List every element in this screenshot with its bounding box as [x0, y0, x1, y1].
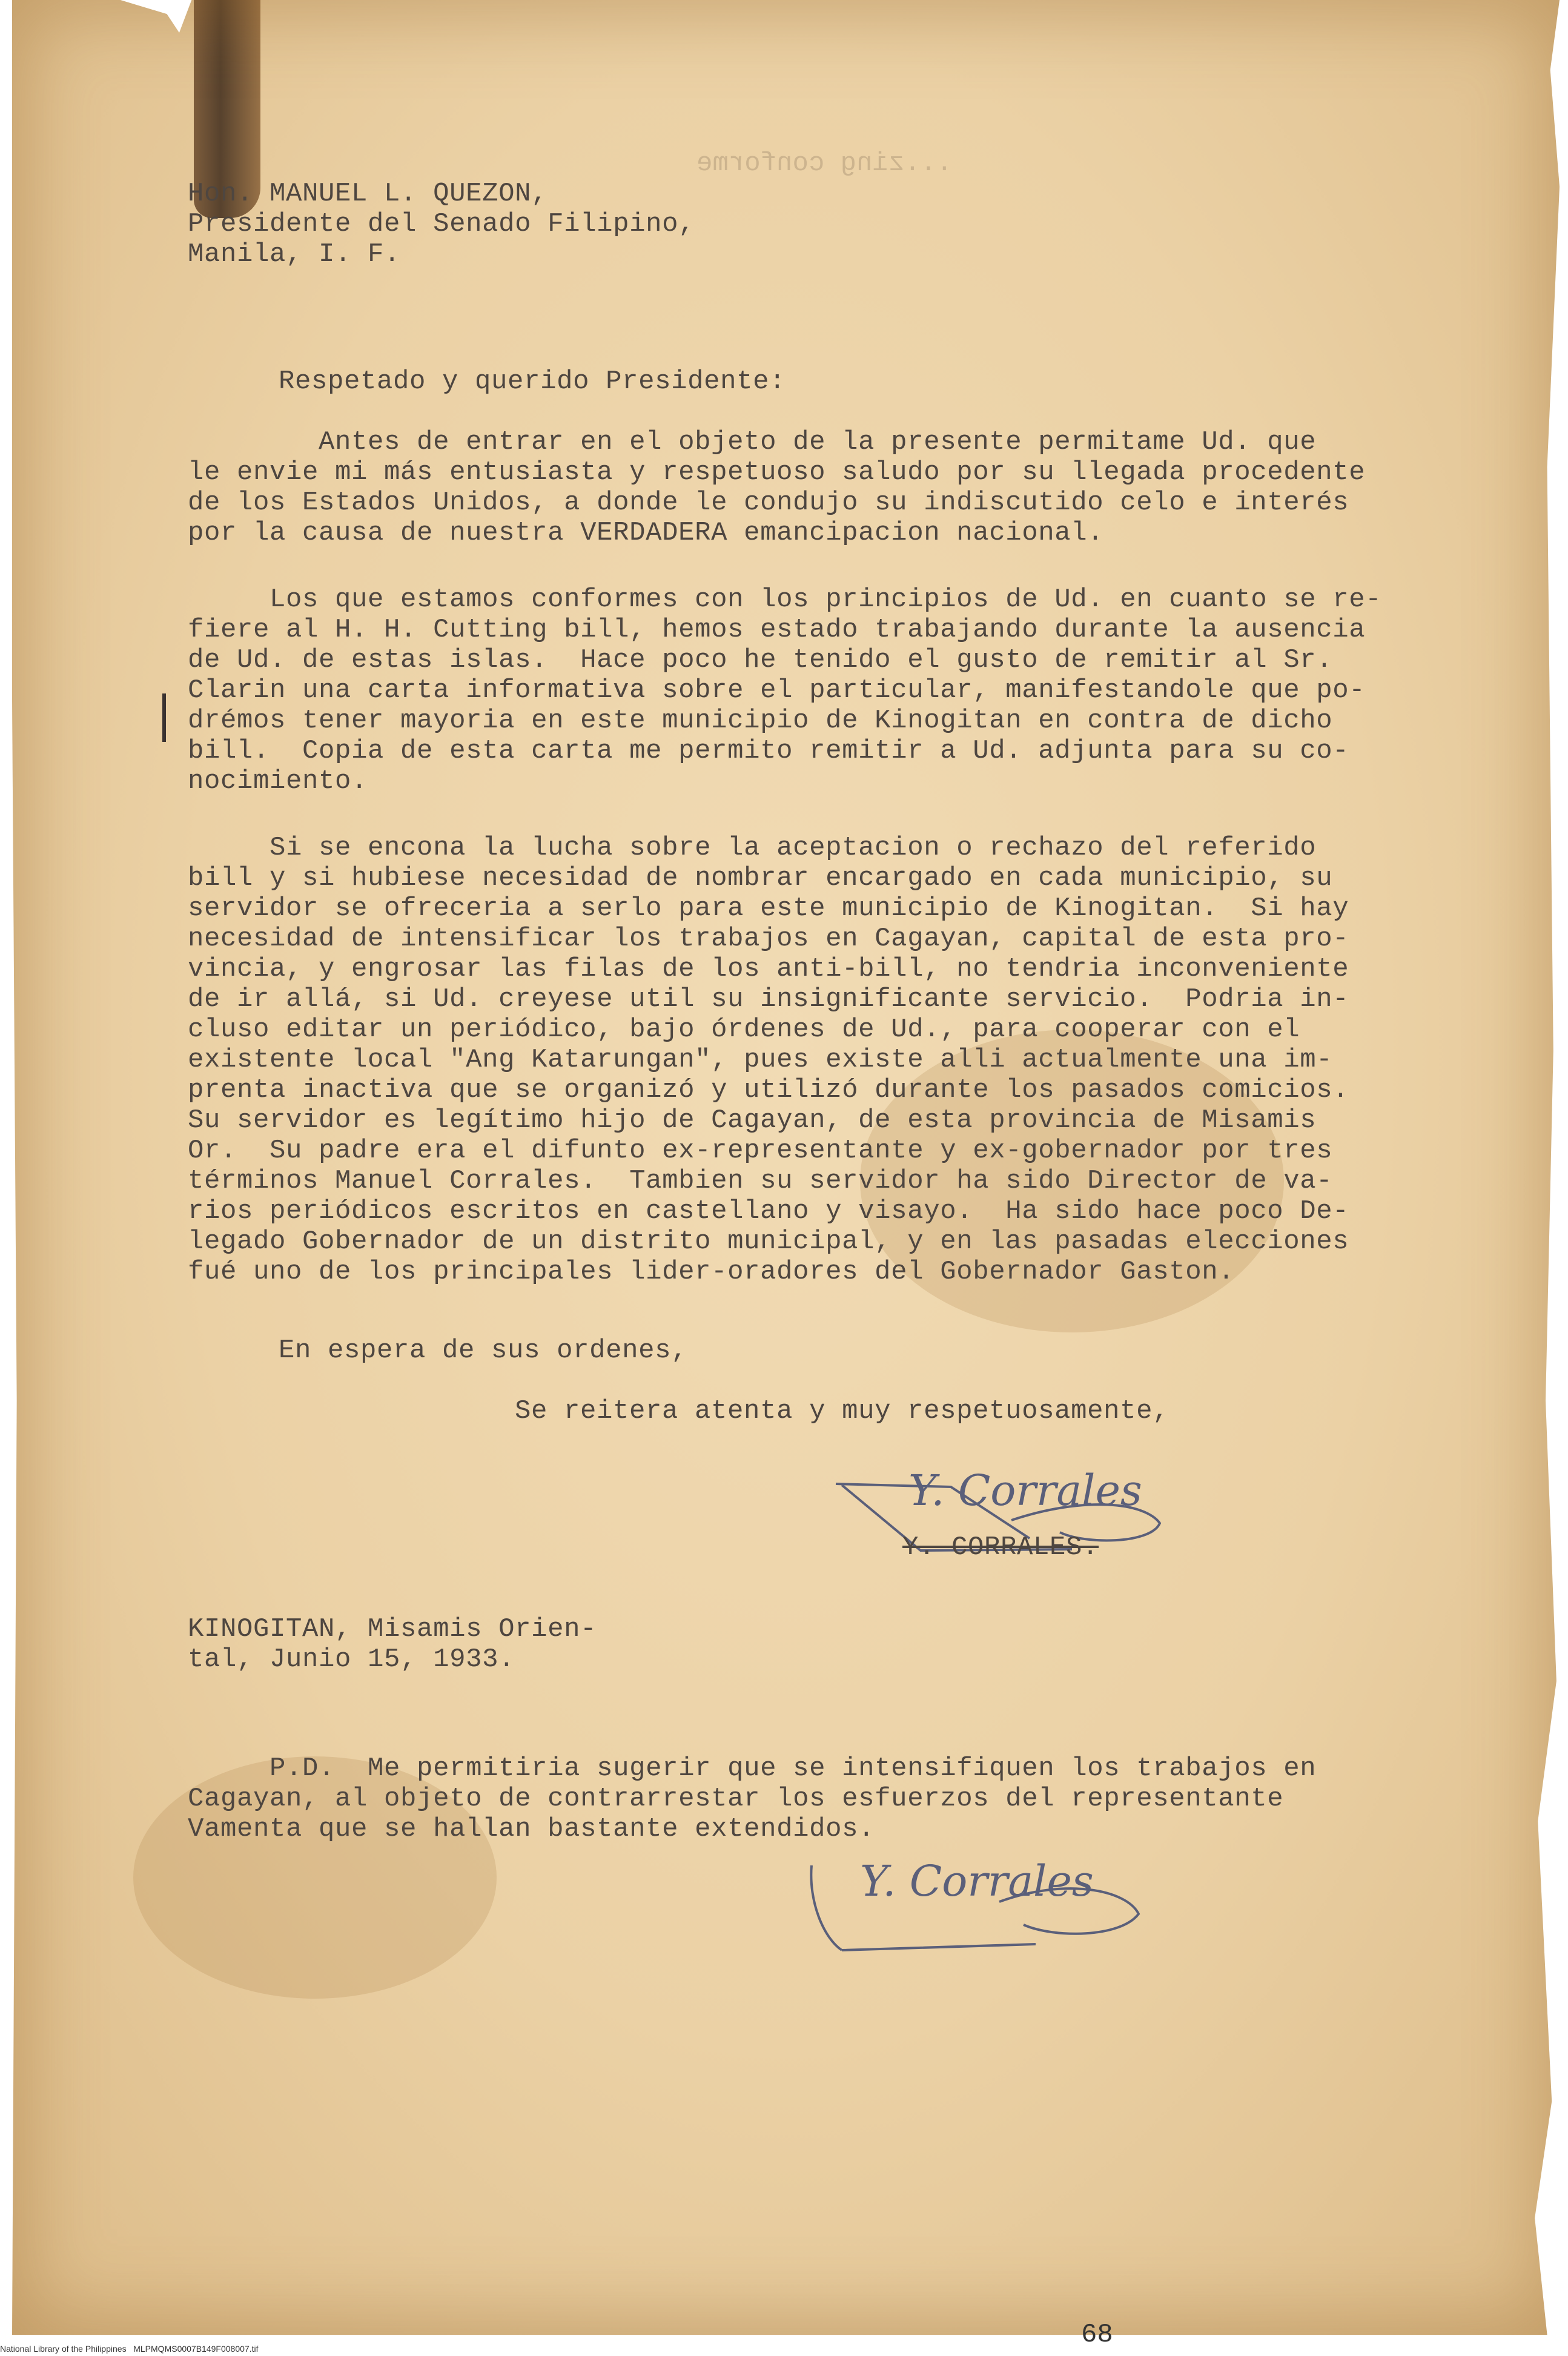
text-line: Vamenta que se hallan bastante extendidos. — [188, 1814, 875, 1844]
place-date-line: tal, Junio 15, 1933. — [188, 1644, 515, 1675]
place-date-line: KINOGITAN, Misamis Orien- — [188, 1614, 597, 1644]
text-line: términos Manuel Corrales. Tambien su servidor ha sido Director de va- — [188, 1166, 1333, 1196]
text-line: Antes de entrar en el objeto de la presente permitame Ud. que — [188, 427, 1317, 457]
text-line: por la causa de nuestra VERDADERA emancipacion nacional. — [188, 518, 1104, 548]
text-line: Or. Su padre era el difunto ex-representante y ex-gobernador por tres — [188, 1136, 1333, 1166]
text-line: fué uno de los principales lider-oradores del Gobernador Gaston. — [188, 1257, 1235, 1287]
text-line: existente local "Ang Katarungan", pues existe alli actualmente una im- — [188, 1045, 1333, 1075]
closing-line: En espera de sus ordenes, — [279, 1335, 688, 1366]
text-line: Su servidor es legítimo hijo de Cagayan, de esta provincia de Misamis — [188, 1105, 1317, 1136]
text-line: drémos tener mayoria en este municipio de Kinogitan en contra de dicho — [188, 706, 1333, 736]
bleed-through-text: ...zing conforme — [696, 148, 953, 179]
text-line: legado Gobernador de un distrito municipal, y en las pasadas elecciones — [188, 1226, 1349, 1257]
salutation: Respetado y querido Presidente: — [279, 366, 786, 397]
text-line: bill. Copia de esta carta me permito remitir a Ud. adjunta para su co- — [188, 736, 1349, 766]
margin-mark — [162, 693, 166, 742]
text-line: cluso editar un periódico, bajo órdenes de Ud., para cooperar con el — [188, 1014, 1300, 1045]
archive-footer: National Library of the Philippines MLPMQMS0007B149F008007.tif — [0, 2344, 259, 2354]
text-line: de Ud. de estas islas. Hace poco he tenido el gusto de remitir al Sr. — [188, 645, 1333, 675]
text-line: prenta inactiva que se organizó y utilizó durante los pasados comicios. — [188, 1075, 1349, 1105]
typed-signature: Y. CORRALES. — [902, 1532, 1099, 1563]
text-line: bill y si hubiese necesidad de nombrar encargado en cada municipio, su — [188, 863, 1333, 893]
text-line: Cagayan, al objeto de contrarrestar los esfuerzos del representante — [188, 1784, 1284, 1814]
text-line: vincia, y engrosar las filas de los anti-bill, no tendria inconveniente — [188, 954, 1349, 984]
text-line: de los Estados Unidos, a donde le condujo su indiscutido celo e interés — [188, 488, 1349, 518]
address-line: Manila, I. F. — [188, 239, 401, 270]
text-line: nocimiento. — [188, 766, 368, 796]
handwritten-signature: Y. Corrales — [908, 1466, 1142, 1515]
address-line: Hon. MANUEL L. QUEZON, — [188, 179, 548, 209]
handwritten-signature: Y. Corrales — [860, 1856, 1094, 1906]
text-line: Clarin una carta informativa sobre el particular, manifestandole que po- — [188, 675, 1366, 706]
text-line: le envie mi más entusiasta y respetuoso saludo por su llegada procedente — [188, 457, 1366, 488]
text-line: servidor se ofreceria a serlo para este municipio de Kinogitan. Si hay — [188, 893, 1349, 924]
text-line: fiere al H. H. Cutting bill, hemos estado trabajando durante la ausencia — [188, 615, 1366, 645]
text-line: rios periódicos escritos en castellano y visayo. Ha sido hace poco De- — [188, 1196, 1349, 1226]
text-line: Los que estamos conformes con los principios de Ud. en cuanto se re- — [188, 584, 1382, 615]
address-line: Presidente del Senado Filipino, — [188, 209, 695, 239]
text-line: P.D. Me permitiria sugerir que se intensifiquen los trabajos en — [188, 1753, 1317, 1784]
text-line: Si se encona la lucha sobre la aceptacion o rechazo del referido — [188, 833, 1317, 863]
page-number: 68 — [1081, 2320, 1113, 2350]
closing-line: Se reitera atenta y muy respetuosamente, — [515, 1396, 1169, 1426]
text-line: necesidad de intensificar los trabajos en Cagayan, capital de esta pro- — [188, 924, 1349, 954]
text-line: de ir allá, si Ud. creyese util su insignificante servicio. Podria in- — [188, 984, 1349, 1014]
